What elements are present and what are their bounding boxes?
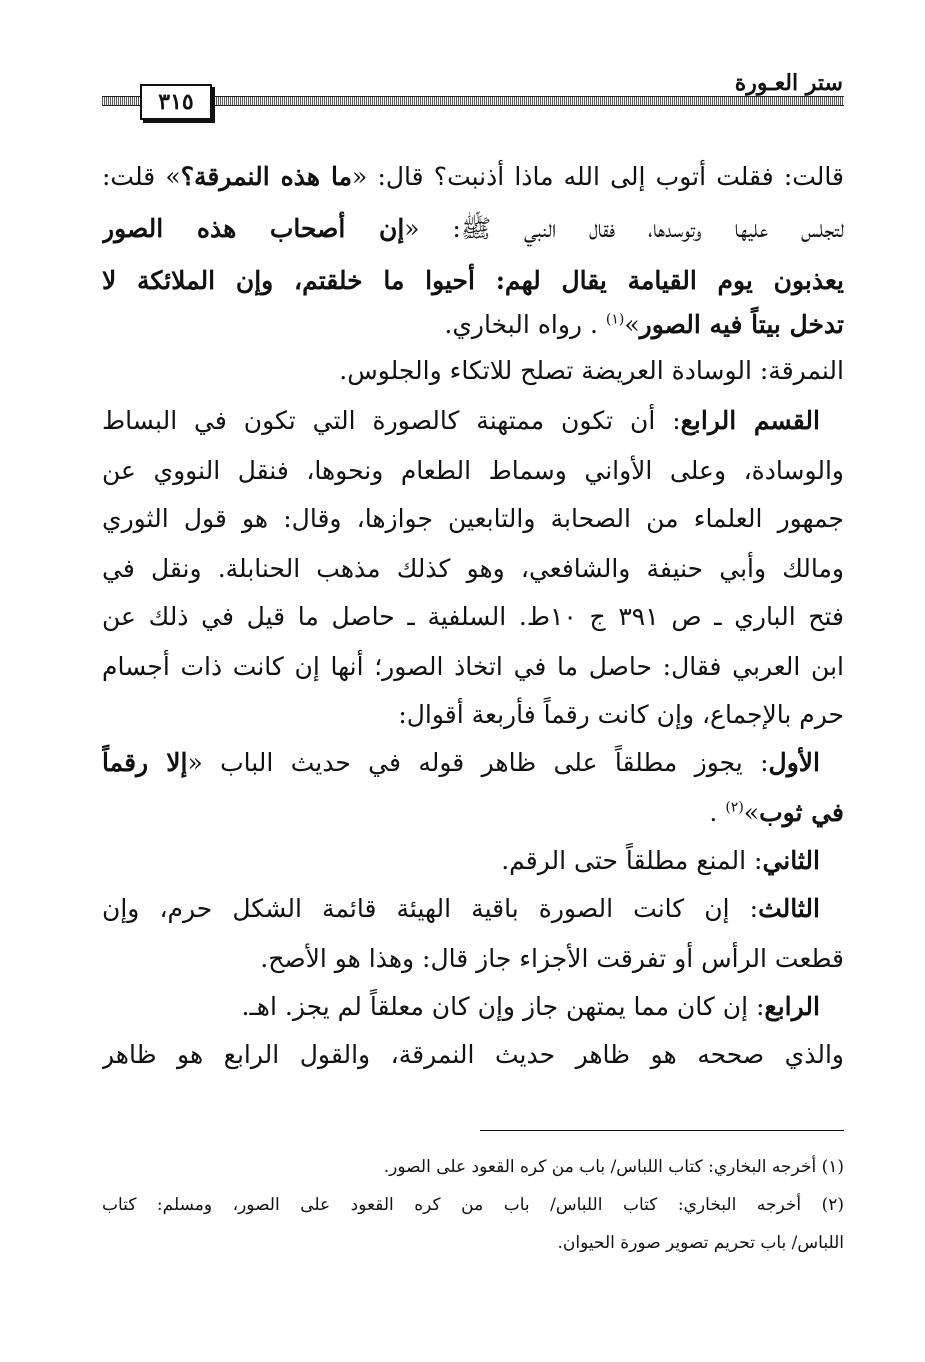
text-line: فتح الباري ـ ص ٣٩١ ج ١٠ط. السلفية ـ حاصل ما قيل في ذلك عن	[102, 602, 844, 631]
footnote-ref: (١)	[605, 311, 625, 328]
text-line: ومالك وأبي حنيفة والشافعي، وهو كذلك مذهب الحنابلة. ونقل في	[102, 554, 844, 583]
text-line: والوسادة، وعلى الأواني وسماط الطعام ونحوها، فنقل النووي عن	[102, 456, 844, 485]
heading-bold: الرابع	[764, 992, 820, 1021]
footnote-2-cont: اللباس/ باب تحريم تصوير صورة الحيوان.	[557, 1233, 844, 1253]
text-line: والذي صححه هو ظاهر حديث النمرقة، والقول الرابع هو ظاهر	[102, 1040, 844, 1069]
text-line: الرابع: إن كان مما يمتهن جاز وإن كان معلقاً لم يجز. اهـ.	[241, 992, 820, 1021]
footnote-separator	[480, 1130, 844, 1131]
heading-bold: القسم الرابع	[680, 406, 820, 435]
text-line: في ثوب»$^{(٢)}$ .	[709, 798, 844, 827]
header-rule	[102, 96, 844, 106]
text-line: الأول: يجوز مطلقاً على ظاهر قوله في حديث الباب «إلا رقماً	[102, 748, 820, 777]
text-line: قطعت الرأس أو تفرقت الأجزاء جاز قال: وهذا هو الأصح.	[260, 944, 844, 973]
text-line: القسم الرابع: أن تكون ممتهنة كالصورة التي تكون في البساط	[102, 406, 820, 435]
quote-bold: ما هذه النمرقة؟	[180, 162, 352, 191]
heading-bold: الثاني	[762, 846, 820, 875]
hadith-bold: في ثوب	[759, 798, 844, 827]
page-number: ٣١٥	[158, 89, 194, 115]
footnote-1: (١) أخرجه البخاري: كتاب اللباس/ باب من كره القعود على الصور.	[383, 1157, 844, 1177]
text-line: النمرقة: الوسادة العريضة تصلح للاتكاء والجلوس.	[339, 356, 844, 385]
running-head: ستر العـورة	[734, 70, 843, 96]
hadith-bold: يعذبون يوم القيامة يقال لهم: أحيوا ما خلقتم، وإن الملائكة لا	[102, 266, 844, 295]
text-line: ابن العربي فقال: حاصل ما في اتخاذ الصور؛ أنها إن كانت ذات أجسام	[102, 652, 844, 681]
hadith-bold: تدخل بيتاً فيه الصور	[639, 310, 844, 339]
heading-bold: الأول	[768, 748, 820, 777]
text-line: حرم بالإجماع، وإن كانت رقماً فأربعة أقوال:	[398, 700, 844, 729]
page-number-box	[140, 84, 212, 120]
text-line: جمهور العلماء من الصحابة والتابعين جوازها، وقال: هو قول الثوري	[102, 504, 844, 533]
text-line: قالت: فقلت أتوب إلى الله ماذا أذنبت؟ قال: «ما هذه النمرقة؟» قلت:	[102, 162, 844, 191]
footnote-ref: (٢)	[725, 799, 744, 816]
hadith-bold: إلا رقماً	[102, 748, 188, 777]
text-line: تدخل بيتاً فيه الصور»$^{(١)}$ . رواه البخاري.	[444, 310, 844, 339]
text-line: الثاني: المنع مطلقاً حتى الرقم.	[501, 846, 820, 875]
text-line	[102, 258, 844, 304]
text-line: لتجلس عليها وتوسدها، فقال النبي ﷺ: «إن أصحاب هذه الصور	[102, 214, 844, 243]
heading-bold: الثالث	[758, 894, 820, 923]
text-line: الثالث: إن كانت الصورة باقية الهيئة قائمة الشكل حرم، وإن	[102, 894, 820, 923]
hadith-bold: إن أصحاب هذه الصور	[102, 214, 405, 243]
footnote-2: (٢) أخرجه البخاري: كتاب اللباس/ باب من كره القعود على الصور، ومسلم: كتاب	[102, 1195, 844, 1215]
